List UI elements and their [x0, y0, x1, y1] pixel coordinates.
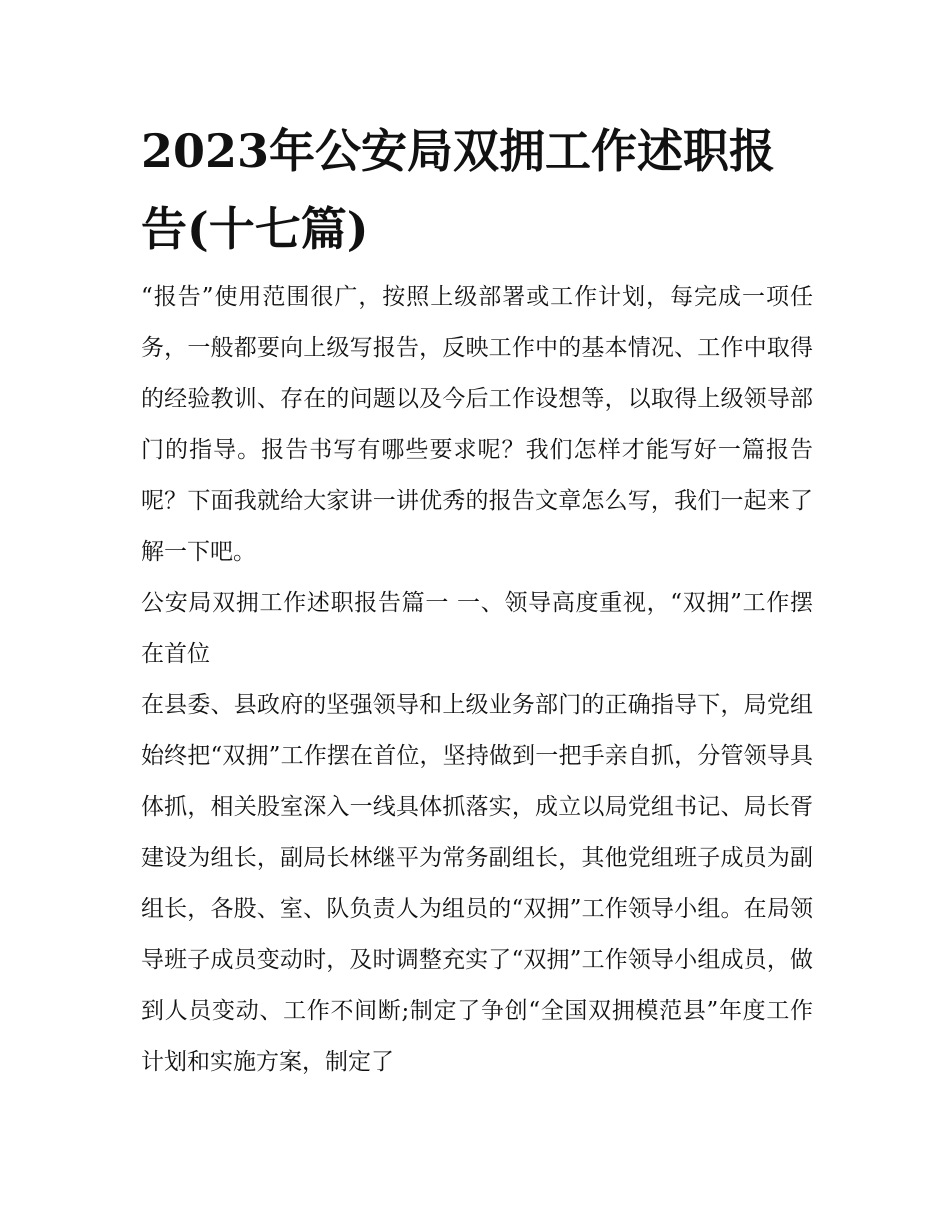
document-page: [141, 112, 813, 1088]
intro-paragraph: “报告”使用范围很广，按照上级部署或工作计划，每完成一项任务，一般都要向上级写报告，反映工作中的基本情况、工作中取得的经验教训、存在的问题以及今后工作设想等，以取得上级领导部门的指导。报告书写有哪些要求呢？我们怎样才能写好一篇报告呢？下面我就给大家讲一讲优秀的报告文章怎么写，我们一起来了解一下吧。: [141, 284, 813, 565]
body-paragraph: 在县委、县政府的坚强领导和上级业务部门的正确指导下，局党组始终把“双拥”工作摆在首位，坚持做到一把手亲自抓，分管领导具体抓，相关股室深入一线具体抓落实，成立以局党组书记、局长胥建设为组长，副局长林继平为常务副组长，其他党组班子成员为副组长，各股、室、队负责人为组员的“双拥”工作领导小组。在局领导班子成员变动时，及时调整充实了“双拥”工作领导小组成员，做到人员变动、工作不间断;制定了争创“全国双拥模范县”年度工作计划和实施方案，制定了: [141, 692, 813, 1075]
section-heading-paragraph: 公安局双拥工作述职报告篇一 一、领导高度重视，“双拥”工作摆在首位: [141, 590, 813, 667]
document-title: 2023年公安局双拥工作述职报告(十七篇): [141, 124, 776, 256]
